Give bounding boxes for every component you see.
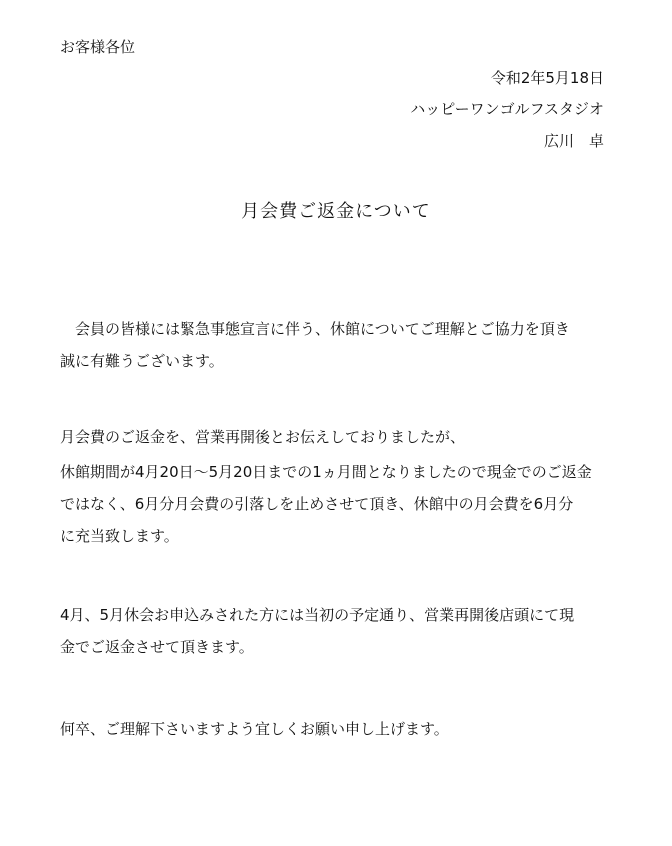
addressee: お客様各位 bbox=[60, 38, 136, 56]
paragraph-line: 誠に有難うございます。 bbox=[60, 352, 224, 370]
letter-title: 月会費ご返金について bbox=[241, 201, 431, 222]
paragraph-thanks bbox=[60, 313, 620, 377]
paragraph-suspension-members bbox=[60, 599, 620, 663]
paragraph-line: 4月、5月休会お申込みされた方には当初の予定通り、営業再開後店頭にて現 bbox=[60, 606, 575, 624]
paragraph-line: ではなく、6月分月会費の引落しを止めさせて頂き、休館中の月会費を6月分 bbox=[60, 495, 574, 513]
paragraph-closing bbox=[60, 713, 620, 745]
paragraph-line: 休館期間が4月20日～5月20日までの1ヵ月間となりましたので現金でのご返金 bbox=[60, 463, 592, 481]
signer-name: 広川 卓 bbox=[543, 132, 604, 150]
paragraph-line: 金でご返金させて頂きます。 bbox=[60, 638, 254, 656]
paragraph-line: に充当致します。 bbox=[60, 527, 179, 545]
paragraph-line: 何卒、ご理解下さいますよう宜しくお願い申し上げます。 bbox=[60, 720, 449, 738]
company-name: ハッピーワンゴルフスタジオ bbox=[410, 100, 604, 118]
paragraph-line: 月会費のご返金を、営業再開後とお伝えしておりましたが、 bbox=[60, 428, 466, 446]
paragraph-refund-notice bbox=[60, 421, 620, 453]
paragraph-refund-details bbox=[60, 456, 620, 552]
letter-date: 令和2年5月18日 bbox=[490, 69, 604, 87]
paragraph-line: 会員の皆様には緊急事態宣言に伴う、休館についてご理解とご協力を頂き bbox=[60, 320, 570, 338]
